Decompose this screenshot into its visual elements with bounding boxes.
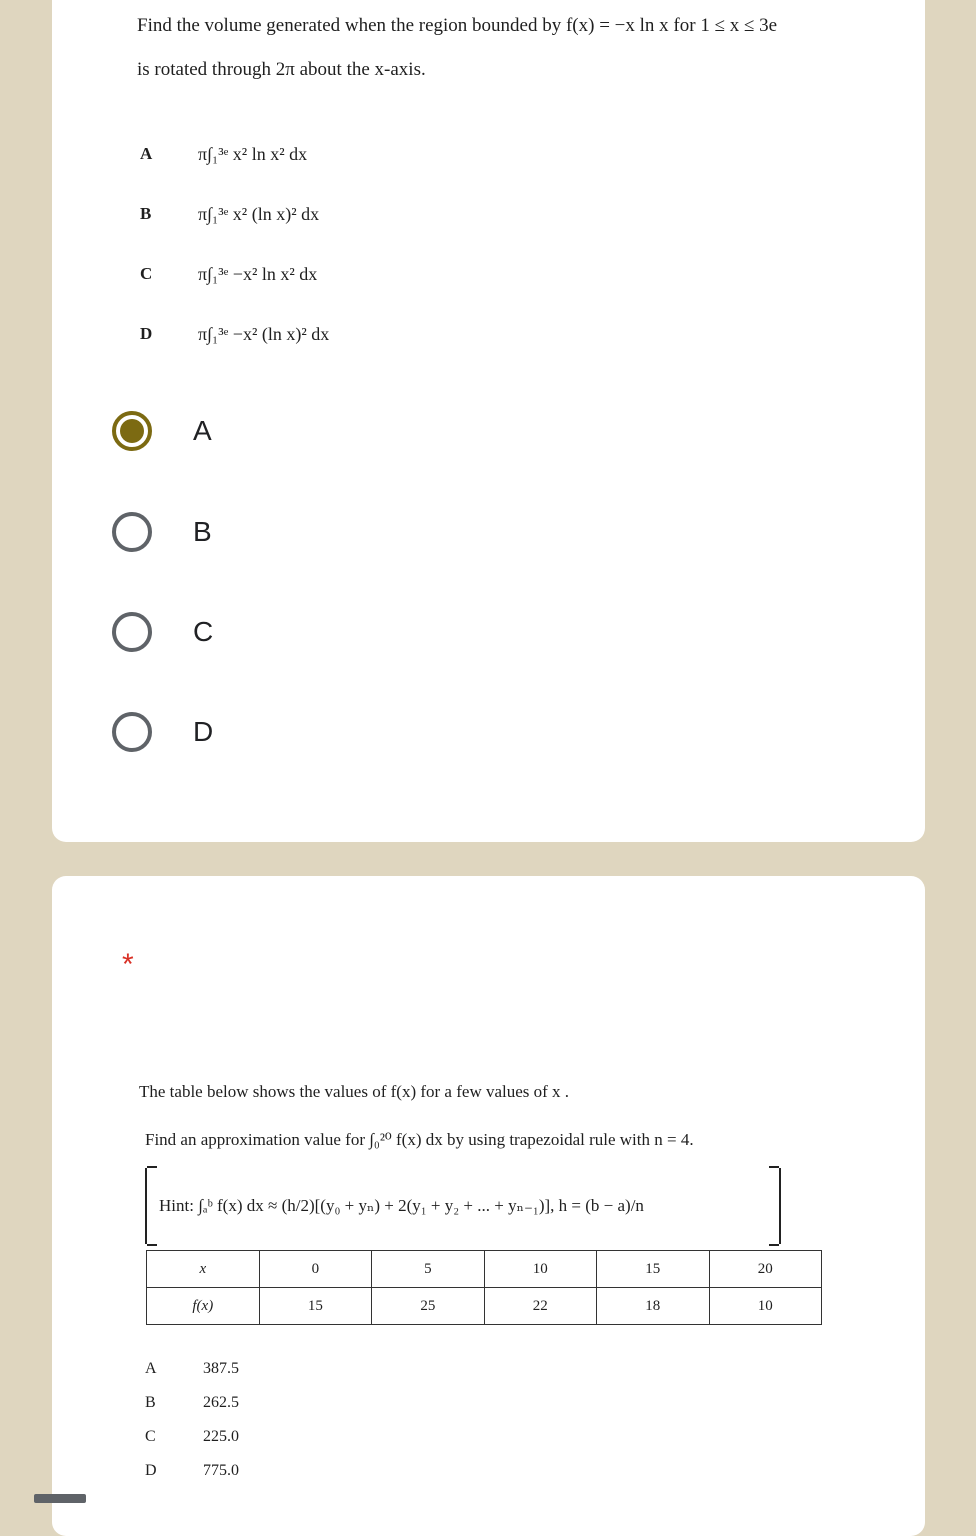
table-header-cell: x (147, 1251, 260, 1288)
option-letter: D (145, 1462, 157, 1479)
question-card-1 (52, 0, 925, 842)
question-1-option-d (140, 314, 329, 354)
table-cell: 15 (597, 1251, 709, 1288)
values-table (146, 1250, 822, 1325)
scroll-indicator (34, 1494, 86, 1503)
radio-button[interactable] (112, 612, 152, 652)
question-card-2 (52, 876, 925, 1536)
table-row-x (147, 1251, 822, 1288)
option-expression: π∫₁³ᵉ x² ln x² dx (198, 143, 308, 164)
option-letter: A (140, 144, 153, 163)
table-cell: 5 (372, 1251, 484, 1288)
option-value: 775.0 (203, 1462, 239, 1479)
option-letter: C (145, 1428, 156, 1445)
option-letter: B (140, 204, 152, 223)
radio-label[interactable]: B (193, 516, 212, 547)
question-1-option-a (140, 134, 307, 174)
question-1-option-c (140, 254, 317, 294)
radio-label[interactable]: D (193, 716, 214, 747)
radio-button[interactable] (112, 712, 152, 752)
radio-choice-a[interactable] (112, 407, 212, 455)
question-2-option-d (145, 1462, 239, 1480)
radio-dot (120, 419, 144, 443)
required-asterisk: * (122, 948, 134, 981)
question-1-option-b (140, 194, 319, 234)
radio-choice-c[interactable] (112, 608, 213, 656)
table-cell: 20 (709, 1251, 822, 1288)
question-2-option-a (145, 1360, 239, 1378)
radio-label[interactable]: A (193, 415, 212, 446)
table-cell: 10 (484, 1251, 596, 1288)
question-1-text-line-2: is rotated through 2π about the x-axis. (137, 59, 426, 80)
question-2-option-b (145, 1394, 239, 1412)
radio-label[interactable]: C (193, 616, 214, 647)
question-1-text-line-1: Find the volume generated when the region bounded by f(x) = −x ln x for 1 ≤ x ≤ 3e (137, 15, 778, 36)
option-value: 262.5 (203, 1394, 239, 1411)
table-header-cell: f(x) (147, 1288, 260, 1325)
option-letter: D (140, 324, 153, 343)
radio-choice-b[interactable] (112, 508, 212, 556)
option-expression: π∫₁³ᵉ −x² (ln x)² dx (198, 323, 330, 344)
table-cell: 22 (484, 1288, 596, 1325)
table-cell: 10 (709, 1288, 822, 1325)
hint-box (145, 1168, 781, 1244)
table-cell: 15 (259, 1288, 371, 1325)
option-expression: π∫₁³ᵉ x² (ln x)² dx (198, 203, 320, 224)
question-2-text-line-2: Find an approximation value for ∫₀²⁰ f(x) dx by using trapezoidal rule with n = 4. (145, 1130, 694, 1149)
radio-button-checked[interactable] (112, 411, 152, 451)
option-expression: π∫₁³ᵉ −x² ln x² dx (198, 263, 318, 284)
question-2-text-line-1: The table below shows the values of f(x) for a few values of x . (139, 1082, 570, 1101)
hint-formula: Hint: ∫ₐᵇ f(x) dx ≈ (h/2)[(y₀ + yₙ) + 2(y₁ + y₂ + ... + yₙ₋₁)], h = (b − a)/n (159, 1196, 644, 1215)
radio-choice-d[interactable] (112, 708, 213, 756)
radio-button[interactable] (112, 512, 152, 552)
table-cell: 25 (372, 1288, 484, 1325)
option-value: 387.5 (203, 1360, 239, 1377)
table-row-fx (147, 1288, 822, 1325)
option-letter: B (145, 1394, 156, 1411)
question-2-option-c (145, 1428, 239, 1446)
table-cell: 0 (259, 1251, 371, 1288)
option-letter: A (145, 1360, 157, 1377)
option-letter: C (140, 264, 153, 283)
table-cell: 18 (597, 1288, 709, 1325)
option-value: 225.0 (203, 1428, 239, 1445)
